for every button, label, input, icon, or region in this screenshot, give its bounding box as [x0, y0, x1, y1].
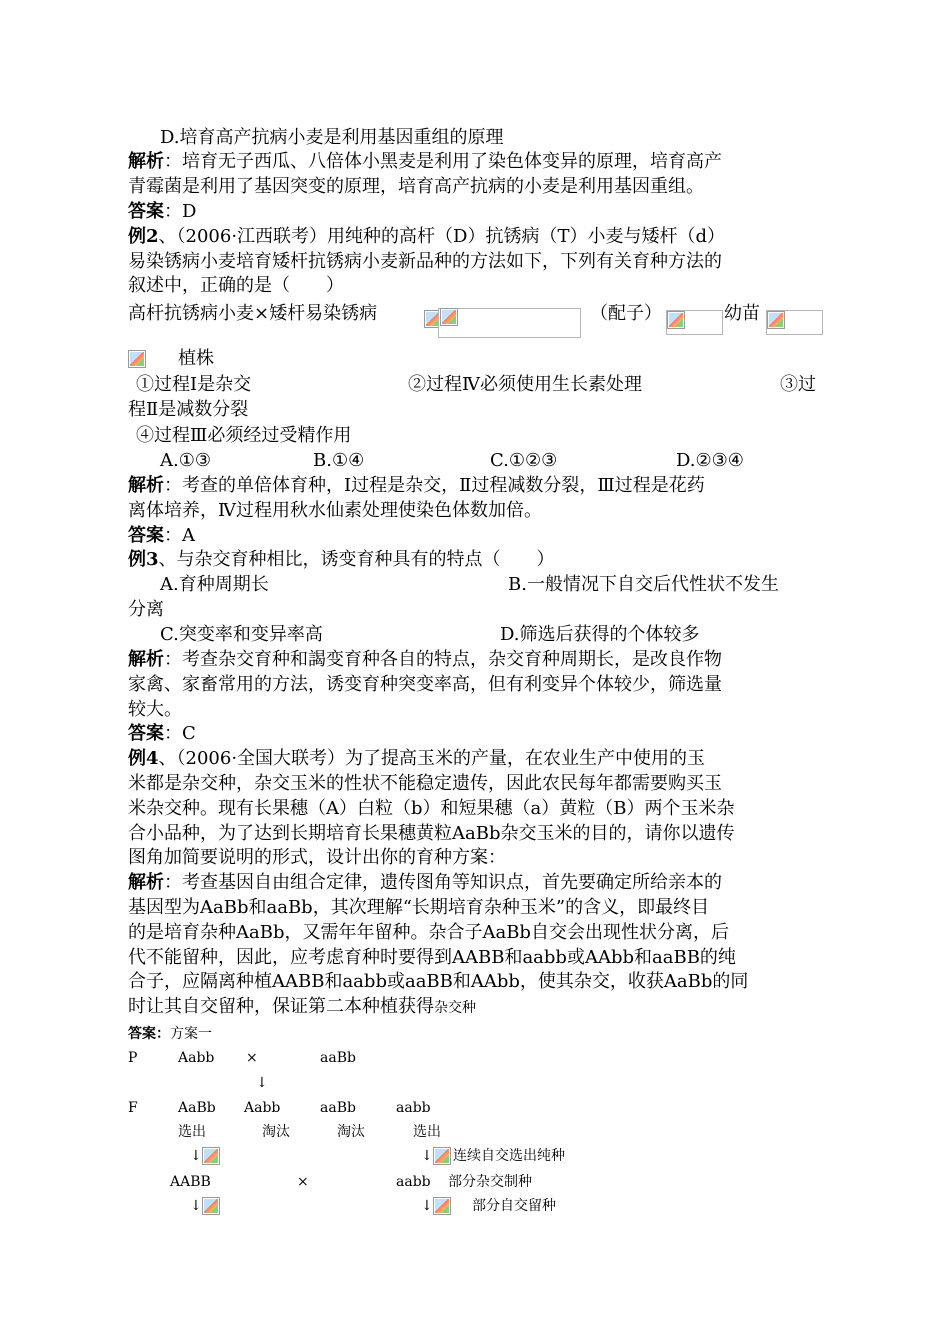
ex2-statement-4: ④过程Ⅲ必须经过受精作用: [136, 425, 352, 446]
analysis-ex4-line1: [128, 871, 722, 895]
answer-label: 答案：: [128, 1026, 170, 1042]
ex2-statement-1: ①过程Ⅰ是杂交: [136, 374, 252, 395]
offspring-genotype-1: AaBb: [178, 1100, 216, 1116]
offspring-genotype-2: Aabb: [244, 1100, 281, 1116]
analysis-ex4-line5: 合子，应隔离种植AABB和aabb或aaBB和AAbb，使其杂交，收获AaBb的同: [128, 971, 749, 992]
selection-4: 选出: [413, 1124, 441, 1140]
ex2-stem-line3: 叙述中，正确的是（ ）: [128, 275, 344, 296]
broken-image-icon: [433, 1197, 451, 1215]
ex2-statement-3b: 程Ⅱ是减数分裂: [128, 399, 249, 420]
down-arrow-icon: ↓: [421, 1198, 433, 1214]
generation-p-label: P: [128, 1050, 138, 1066]
down-arrow-icon: ↓: [256, 1075, 268, 1091]
ex4-stem-line1: [128, 747, 705, 771]
analysis-q1-line1: [128, 150, 722, 174]
answer-ex3: [128, 722, 196, 746]
flow-gametes: （配子）: [590, 303, 662, 324]
answer-value: ：A: [164, 525, 195, 546]
offspring-genotype-4: aabb: [396, 1100, 431, 1116]
analysis-label: 解析: [128, 151, 164, 172]
analysis-label: 解析: [128, 475, 164, 496]
ex3-option-d: D.筛选后获得的个体较多: [500, 624, 700, 645]
note-self-seed: 部分自交留种: [472, 1198, 556, 1214]
analysis-ex3-line1: [128, 648, 722, 672]
analysis-label: 解析: [128, 649, 164, 670]
selection-2: 淘汰: [262, 1124, 290, 1140]
analysis-text-small: 杂交种: [434, 1000, 476, 1016]
answer-ex4: [128, 1024, 212, 1044]
flow-plant: 植株: [178, 348, 214, 369]
process-arrow-frame: [438, 308, 581, 338]
answer-value: ：C: [164, 723, 196, 744]
generation-f-label: F: [128, 1100, 138, 1116]
ex2-stem-text: 、（2006·江西联考）用纯种的高杆（D）抗锈病（T）小麦与矮杆（d）: [158, 226, 726, 247]
answer-q1: [128, 200, 196, 224]
down-arrow-icon: ↓: [421, 1148, 433, 1164]
analysis-text: ：考查杂交育种和謁变育种各自的特点，杂交育种周期长，是改良作物: [164, 649, 722, 670]
analysis-text: ：培育无子西瓜、八倍体小黑麦是利用了染色体变异的原理，培育高产: [164, 151, 722, 172]
pure-line-aabb-dominant: AABB: [170, 1174, 211, 1190]
analysis-ex4-line3: 的是培育杂种AaBb，又需年年留种。杂合子AaBb自交会出现性状分离，后: [128, 922, 729, 943]
ex3-option-b: B.一般情况下自交后代性状不发生: [508, 574, 779, 595]
ex4-stem-line2: 米都是杂交种，杂交玉米的性状不能稳定遗传，因此农民每年都需要购买玉: [128, 773, 722, 794]
selection-1: 选出: [178, 1124, 206, 1140]
ex4-label: 例4: [128, 748, 159, 769]
broken-image-icon: [433, 1147, 451, 1165]
down-arrow-icon: ↓: [190, 1198, 202, 1214]
broken-image-icon: [128, 350, 146, 368]
answer-ex2: [128, 524, 195, 548]
analysis-label: 解析: [128, 872, 164, 893]
ex2-stem-line2: 易染锈病小麦培育矮杆抗锈病小麦新品种的方法如下，下列有关育种方法的: [128, 251, 722, 272]
ex4-stem-text: 、（2006·全国大联考）为了提高玉米的产量，在农业生产中使用的玉: [158, 748, 706, 769]
analysis-ex2-line2: 离体培养，Ⅳ过程用秋水仙素处理使染色体数加倍。: [128, 500, 542, 521]
down-arrow-icon: ↓: [190, 1148, 202, 1164]
ex4-stem-line3: 米杂交种。现有长果穗（A）白粒（b）和短果穗（a）黄粒（B）两个玉米杂: [128, 798, 735, 819]
ex3-label: 例3: [128, 549, 159, 570]
answer-label: 答案: [128, 201, 164, 222]
broken-image-icon: [202, 1147, 220, 1165]
broken-image-icon: [440, 308, 458, 326]
answer-value: 方案一: [170, 1026, 212, 1042]
broken-image-icon: [667, 311, 685, 329]
analysis-ex4-line6: [128, 995, 476, 1019]
parent-genotype-2: aaBb: [320, 1050, 356, 1066]
analysis-text: 时让其自交留种，保证第二本种植获得: [128, 996, 434, 1017]
ex2-stem-line1: [128, 225, 725, 249]
cross-symbol: ×: [297, 1174, 309, 1190]
analysis-ex3-line3: 较大。: [128, 699, 182, 720]
ex3-option-b-cont: 分离: [128, 599, 164, 620]
ex2-option-d: D.②③④: [676, 450, 744, 471]
analysis-text: ：考查基因自由组合定律，遗传图角等知识点，首先要确定所给亲本的: [164, 872, 722, 893]
answer-label: 答案: [128, 525, 164, 546]
broken-image-icon: [202, 1197, 220, 1215]
analysis-ex2-line1: [128, 474, 705, 498]
analysis-ex3-line2: 家禽、家畜常用的方法，诱变育种突变率高，但有利变异个体较少，筛选量: [128, 674, 722, 695]
option-d: D.培育高产抗病小麦是利用基因重组的原理: [160, 127, 504, 148]
ex2-option-b: B.①④: [313, 450, 365, 471]
note-hybrid-seed: 部分杂交制种: [448, 1174, 532, 1190]
flow-seedling: 幼苗: [724, 303, 760, 324]
flow-parents: 高杆抗锈病小麦×矮杆易染锈病: [128, 303, 378, 324]
ex3-option-c: C.突变率和变异率高: [160, 624, 323, 645]
ex2-option-a: A.①③: [160, 450, 211, 471]
analysis-q1-line2: 青霉菌是利用了基因突变的原理，培育高产抗病的小麦是利用基因重组。: [128, 176, 704, 197]
ex3-stem: [128, 548, 555, 572]
cross-symbol: ×: [246, 1050, 258, 1066]
answer-label: 答案: [128, 723, 164, 744]
ex2-label: 例2: [128, 226, 159, 247]
ex2-option-c: C.①②③: [490, 450, 558, 471]
ex3-option-a: A.育种周期长: [160, 574, 269, 595]
offspring-genotype-3: aaBb: [320, 1100, 356, 1116]
ex4-stem-line5: 图角加简要说明的形式，设计出你的育种方案：: [128, 847, 506, 868]
note-continuous-selfing: 连续自交选出纯种: [453, 1148, 565, 1164]
answer-value: ：D: [164, 201, 197, 222]
broken-image-icon: [767, 311, 785, 329]
analysis-ex4-line4: 代不能留种，因此，应考虑育种时要得到AABB和aabb或AAbb和aaBB的纯: [128, 947, 736, 968]
parent-genotype-1: Aabb: [178, 1050, 215, 1066]
analysis-ex4-line2: 基因型为AaBb和aaBb，其次理解“长期培育杂种玉米”的含义，即最终目: [128, 897, 710, 918]
pure-line-aabb-recessive: aabb: [396, 1174, 431, 1190]
ex3-stem-text: 、与杂交育种相比，诱变育种具有的特点（ ）: [158, 549, 555, 570]
selection-3: 淘汰: [337, 1124, 365, 1140]
ex2-statement-2: ②过程Ⅳ必须使用生长素处理: [408, 374, 642, 395]
analysis-text: ：考查的单倍体育种，Ⅰ过程是杂交，Ⅱ过程减数分裂，Ⅲ过程是花药: [164, 475, 705, 496]
ex4-stem-line4: 合小品种，为了达到长期培育长果穗黄粒AaBb杂交玉米的目的，请你以遗传: [128, 823, 735, 844]
ex2-statement-3a: ③过: [780, 374, 816, 395]
